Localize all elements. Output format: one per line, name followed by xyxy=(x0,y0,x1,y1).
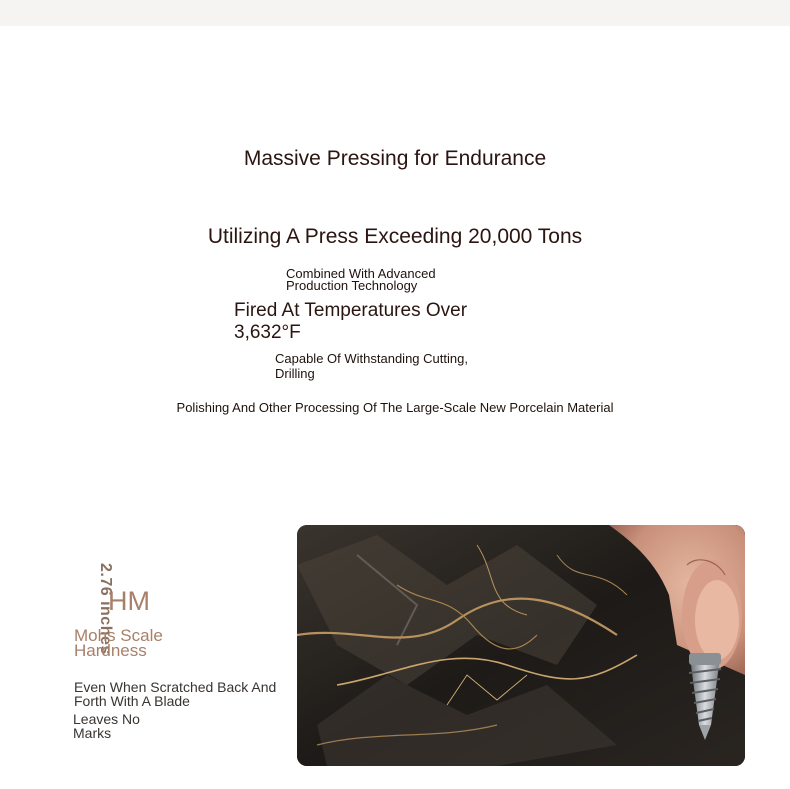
material-text: Polishing And Other Processing Of The Large-Scale New Porcelain Material xyxy=(176,400,614,415)
firing-title: Fired At Temperatures Over 3,632°F xyxy=(234,300,468,343)
no-marks-text: Leaves No Marks xyxy=(73,711,140,741)
hardness-hm-label: HM xyxy=(108,586,150,616)
scratch-text: Even When Scratched Back And Forth With A Blade xyxy=(74,679,277,709)
section-heading: Massive Pressing for Endurance xyxy=(243,147,547,170)
top-bar xyxy=(0,0,790,26)
technology-text: Combined With Advanced Production Technology xyxy=(286,266,436,293)
marble-scratch-photo xyxy=(297,525,745,766)
press-title: Utilizing A Press Exceeding 20,000 Tons xyxy=(207,225,583,248)
mohs-scale-label: Mohs Scale Hardness xyxy=(74,626,163,660)
processing-text: Capable Of Withstanding Cutting, Drilling xyxy=(275,351,468,381)
marble-screw-illustration xyxy=(297,525,745,766)
dimension-label: 2.76 inches xyxy=(97,563,114,655)
